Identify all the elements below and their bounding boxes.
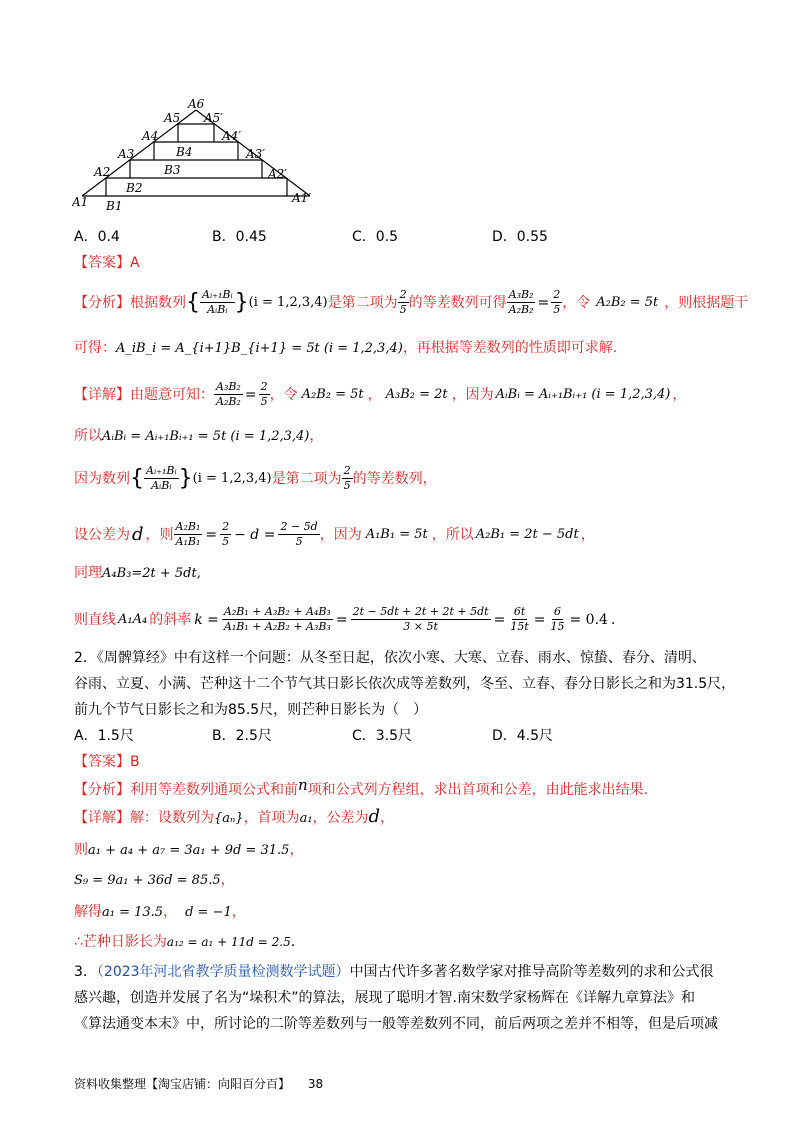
q2-answer: 【答案】B [74,754,140,770]
q2-eq3: 解得a₁ = 13.5， d = −1， [74,904,246,920]
q1-option-a: A．0.4 [74,229,120,245]
label-B2: B2 [126,181,143,195]
q1-analysis-line2: 可得：A_iB_i = A_{i+1}B_{i+1} = 5t (i = 1,2,3,4)，再根据等差数列的性质即可求解. [74,340,618,356]
label-A6: A6 [188,97,205,111]
q1-detail-line1: 【详解】 由题意可知： $\frac{\text{A₃B₂}}{\text{A₂B₂}}$ = $\frac{2}{5}$ ，令 A₂B₂ = 5t ， A₃B₂ = 2t ，因为 AᵢBᵢ = Aᵢ₊₁Bᵢ₊₁ (i = 1,2,3,4) ， [74,380,687,408]
fraction-2-5b: $\frac{2}{5}$ [553,288,561,316]
q2-option-b: B．2.5尺 [212,728,272,744]
q2-detail: 【详解】解：设数列为{aₙ}，首项为a₁，公差为d， [74,806,395,827]
q2-option-d: D．4.5尺 [492,728,554,744]
q2-eq1: 则a₁ + a₄ + a₇ = 3a₁ + 9d = 31.5， [74,842,304,858]
q1-detail-line5: 同理A₄B₃=2t + 5dt, [74,565,201,581]
q3-line3: 《算法通变本末》中，所讨论的二阶等差数列与一般等差数列不同，前后两项之差并不相等，但是后项减 [74,1016,718,1032]
q2-line3: 前九个节气日影长之和为85.5尺，则芒种日影长为（ ） [74,702,428,718]
q2-eq4: ∴芒种日影长为a₁₂ = a₁ + 11d = 2.5. [74,934,296,950]
brace-left: { [186,289,200,315]
analysis-text: ，令 [562,294,591,311]
label-A5p: A5′ [204,111,224,125]
brace-right: } [234,289,249,315]
label-A1p: A1′ [292,191,312,205]
label-B3: B3 [164,163,181,177]
q1-detail-line6: 则直线 A₁A₄ 的斜率 k = $\frac{\text{A₂B₁ + A₃B₂ + A₄B₃}}{\text{A₁B₁ + A₂B₂ + A₃B₃}}$ = $\frac{2t - 5dt + 2t + 2t + 5dt}{3 \times 5t}$ = $\frac{6t}{15t}$ = $\frac{6}{15}$ = 0.4 . [74,605,616,633]
q2-option-c: C．3.5尺 [352,728,413,744]
label-B4: B4 [176,145,193,159]
q2-analysis: 【分析】利用等差数列通项公式和前n项和公式列方程组，求出首项和公差，由此能求出结果. [74,776,649,798]
q2-line2: 谷雨、立夏、小满、芒种这十二个节气其日影长依次成等差数列，冬至、立春、春分日影长之和为31.5尺， [74,676,736,692]
math-expr: A_iB_i = A_{i+1}B_{i+1} = 5t (i = 1,2,3,4) [116,341,403,356]
triangle-staircase-figure [72,96,332,216]
analysis-text: ，则根据题干 [664,294,749,311]
label-B1: B1 [106,199,123,213]
footer-text: 资料收集整理【淘宝店铺：向阳百分百】 [74,1077,291,1091]
q3-line1: 3．（2023年河北省教学质量检测数学试题）中国古代许多著名数学家对推导高阶等差数列的求和公式很 [74,964,714,980]
q1-analysis-line1: 【分析】 根据数列 { $\frac{\text{Aᵢ₊₁Bᵢ}}{\text{AᵢBᵢ}}$ } (i = 1,2,3,4) 是第二项为 $\frac{2}{5}$ 的等差数列可得 $\frac{\text{A₃B₂}}{\text{A₂B₂}}$ = $\frac{2}{5}$ ，令 A₂B₂ = 5t ，则根据题干 [74,288,749,316]
label-A4p: A4′ [222,129,242,143]
q1-option-c: C．0.5 [352,229,399,245]
label-A2p: A2′ [268,167,288,181]
q2-eq2: S₉ = 9a₁ + 36d = 85.5， [74,872,235,888]
q1-option-b: B．0.45 [212,229,267,245]
q2-option-a: A．1.5尺 [74,728,134,744]
q1-option-d: D．0.55 [492,229,548,245]
q1-detail-line4: 设公差为 d ，则 $\frac{\text{A₂B₁}}{\text{A₁B₁}}$ = $\frac{2}{5}$ − d = $\frac{2 - 5d}{5}$ ，因为 A₁B₁ = 5t ，所以 A₂B₁ = 2t − 5dt ， [74,520,595,548]
q1-detail-line3: 因为数列 { $\frac{\text{Aᵢ₊₁Bᵢ}}{\text{AᵢBᵢ}}$ } (i = 1,2,3,4) 是第二项为 $\frac{2}{5}$ 的等差数列， [74,464,437,492]
index-range: (i = 1,2,3,4) [248,294,328,310]
q2-line1: 2．《周髀算经》中有这样一个问题：从冬至日起，依次小寒、大寒、立春、雨水、惊蛰、春分、清明、 [74,650,706,666]
q1-detail-line2: 所以AᵢBᵢ = Aᵢ₊₁Bᵢ₊₁ = 5t (i = 1,2,3,4)， [74,428,324,444]
analysis-text: 是第二项为 [327,294,398,311]
label-A1: A1 [72,195,89,209]
detail-tag: 【详解】 [74,386,130,403]
footer [74,1075,323,1092]
fraction-ratio: $\frac{\text{Aᵢ₊₁Bᵢ}}{\text{AᵢBᵢ}}$ [202,288,233,316]
q3-source: （2023年河北省教学质量检测数学试题） [96,964,350,980]
fraction-2-5: $\frac{2}{5}$ [399,288,407,316]
label-A5: A5 [164,111,181,125]
analysis-tag: 【分析】 [74,294,130,311]
q3-line2: 感兴趣，创造并发展了名为“垛积术”的算法，展现了聪明才智.南宋数学家杨辉在《详解九章算法》和 [74,990,695,1006]
label-A2: A2 [94,165,111,179]
label-A3p: A3′ [246,147,266,161]
label-A4: A4 [142,129,159,143]
analysis-text: 根据数列 [130,294,186,311]
q1-answer: 【答案】A [74,255,140,271]
analysis-text: 的等差数列可得 [408,294,507,311]
math-expr: A₂B₂ = 5t [596,294,659,310]
page-number: 38 [307,1077,324,1091]
label-A3: A3 [118,147,135,161]
fraction-a3b2: $\frac{\text{A₃B₂}}{\text{A₂B₂}}$ [508,288,534,316]
